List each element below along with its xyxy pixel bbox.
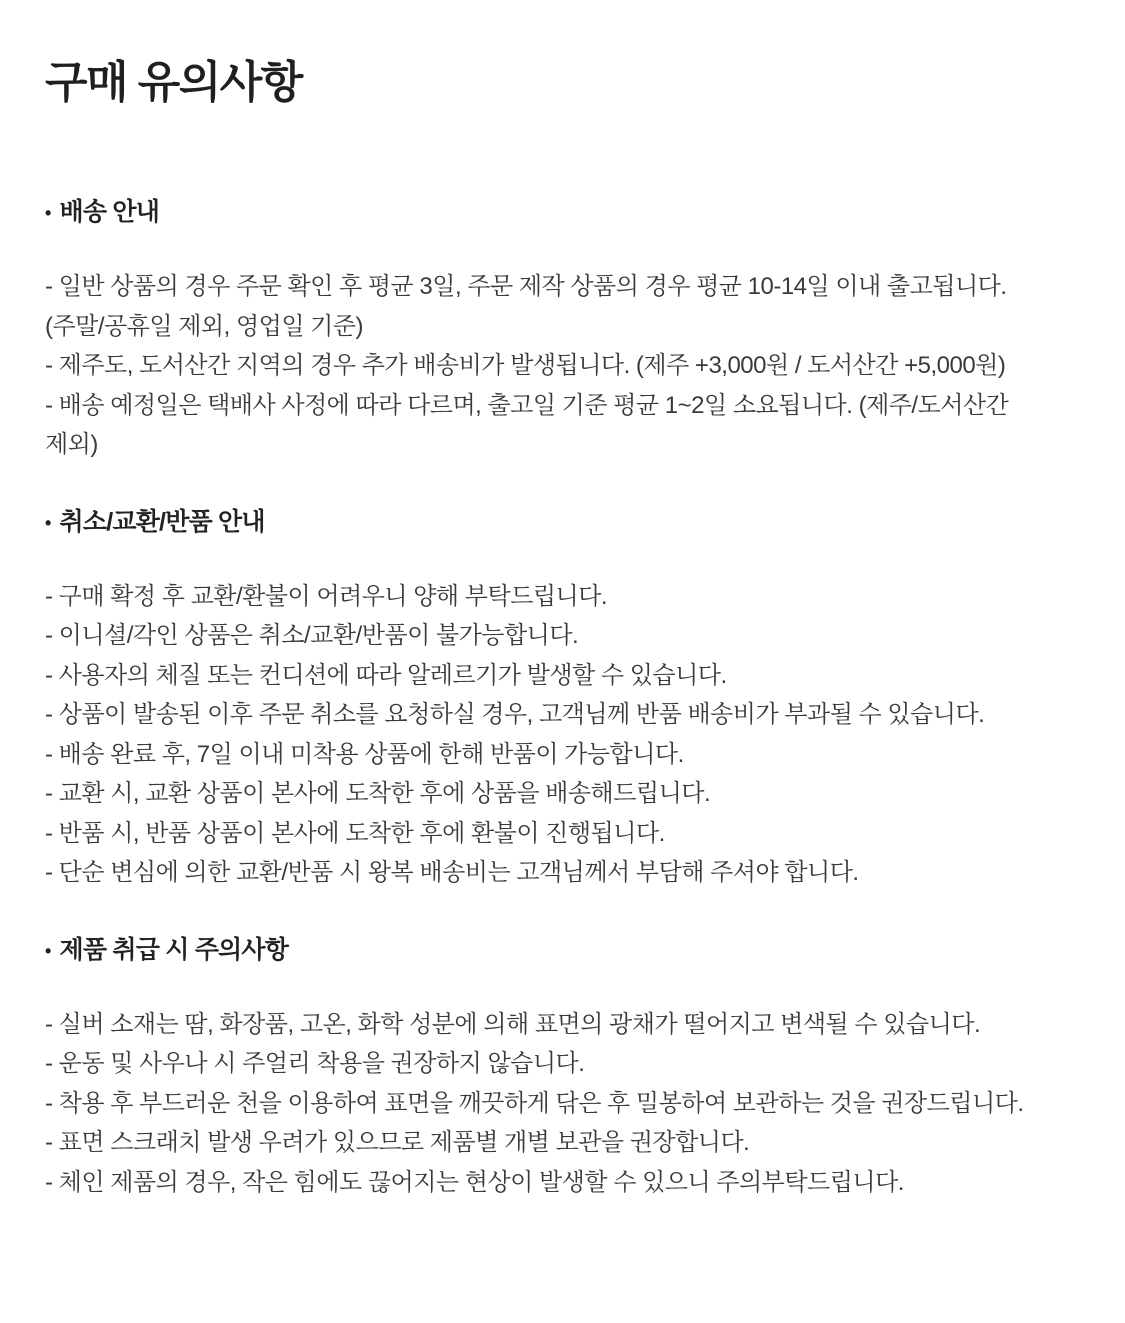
notice-line: - 표면 스크래치 발생 우려가 있으므로 제품별 개별 보관을 권장합니다. bbox=[45, 1129, 750, 1156]
notice-line: - 실버 소재는 땀, 화장품, 고온, 화학 성분에 의해 표면의 광채가 떨어지고 변색될 수 있습니다. bbox=[45, 1010, 981, 1038]
notice-line: - 이니셜/각인 상품은 취소/교환/반품이 불가능합니다. bbox=[45, 622, 579, 649]
section-heading-cancel-exchange-return bbox=[45, 507, 1080, 537]
section-heading-product-handling bbox=[45, 935, 1080, 965]
notice-line: - 운동 및 사우나 시 주얼리 착용을 권장하지 않습니다. bbox=[45, 1050, 585, 1077]
section-heading-shipping bbox=[45, 197, 1080, 227]
notice-line: - 교환 시, 교환 상품이 본사에 도착한 후에 상품을 배송해드립니다. bbox=[45, 780, 711, 807]
section-shipping-info bbox=[45, 197, 1080, 465]
notice-line: - 상품이 발송된 이후 주문 취소를 요청하실 경우, 고객님께 반품 배송비가 부과될 수 있습니다. bbox=[45, 701, 985, 728]
section-body-product-handling bbox=[45, 1005, 1080, 1203]
notice-line: - 배송 완료 후, 7일 이내 미착용 상품에 한해 반품이 가능합니다. bbox=[45, 740, 684, 768]
notice-line: 제외) bbox=[45, 431, 98, 458]
section-product-handling bbox=[45, 935, 1080, 1203]
page-title: 구매 유의사항 bbox=[45, 58, 302, 107]
section-heading-label: 취소/교환/반품 안내 bbox=[59, 507, 265, 536]
notice-line: (주말/공휴일 제외, 영업일 기준) bbox=[45, 312, 364, 340]
section-body-cancel-exchange-return bbox=[45, 577, 1080, 893]
bullet-icon: • bbox=[45, 512, 51, 533]
bullet-icon: • bbox=[45, 203, 51, 223]
section-cancel-exchange-return bbox=[45, 507, 1080, 893]
notice-line: - 사용자의 체질 또는 컨디션에 따라 알레르기가 발생할 수 있습니다. bbox=[45, 661, 727, 689]
notice-line: - 착용 후 부드러운 천을 이용하여 표면을 깨끗하게 닦은 후 밀봉하여 보관하는 것을 권장드립니다. bbox=[45, 1089, 1024, 1117]
notice-line: - 단순 변심에 의한 교환/반품 시 왕복 배송비는 고객님께서 부담해 주셔야 합니다. bbox=[45, 859, 859, 886]
section-heading-label: 배송 안내 bbox=[59, 198, 160, 226]
section-heading-label: 제품 취급 시 주의사항 bbox=[59, 935, 289, 964]
section-body-shipping bbox=[45, 267, 1080, 465]
notice-line: - 배송 예정일은 택배사 사정에 따라 다르며, 출고일 기준 평균 1~2일 소요됩니다. (제주/도서산간 bbox=[45, 391, 1009, 419]
notice-line: - 반품 시, 반품 상품이 본사에 도착한 후에 환불이 진행됩니다. bbox=[45, 819, 665, 847]
notice-line: - 구매 확정 후 교환/환불이 어려우니 양해 부탁드립니다. bbox=[45, 582, 608, 610]
notice-line: - 제주도, 도서산간 지역의 경우 추가 배송비가 발생됩니다. (제주 +3,000원 / 도서산간 +5,000원) bbox=[45, 352, 1006, 379]
notice-line: - 체인 제품의 경우, 작은 힘에도 끊어지는 현상이 발생할 수 있으니 주의부탁드립니다. bbox=[45, 1168, 904, 1196]
bullet-icon: • bbox=[45, 940, 51, 961]
notice-line: - 일반 상품의 경우 주문 확인 후 평균 3일, 주문 제작 상품의 경우 평균 10-14일 이내 출고됩니다. bbox=[45, 273, 1007, 300]
